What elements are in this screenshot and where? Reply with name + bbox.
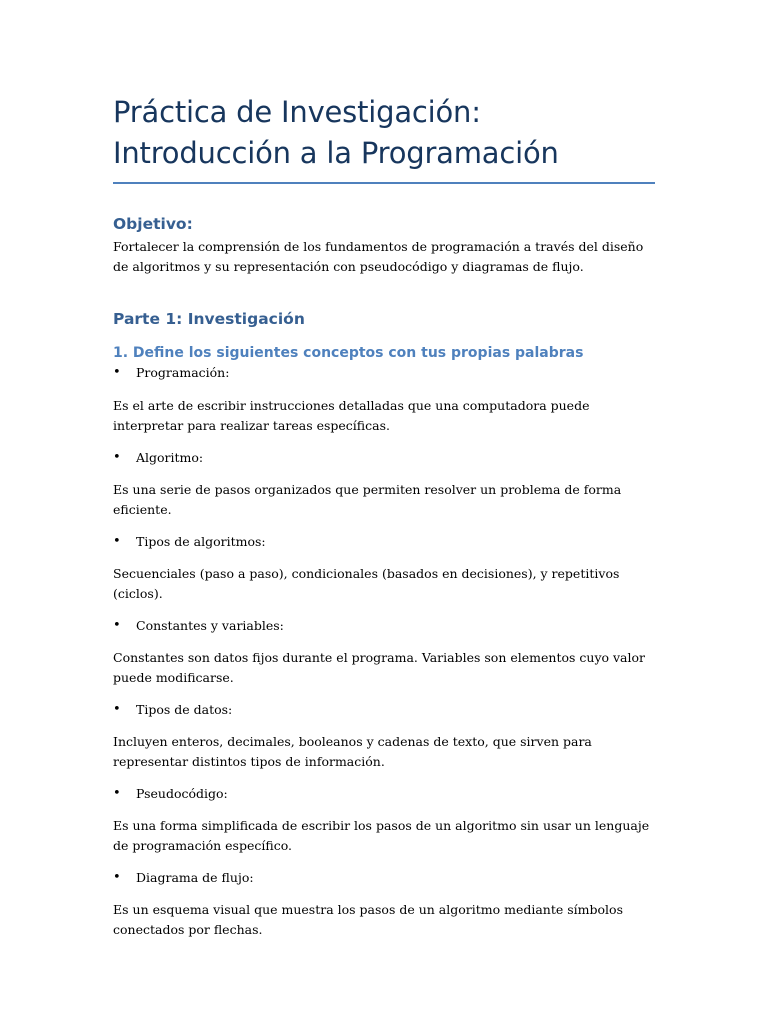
concept-definition: Es una forma simplificada de escribir los pasos de un algoritmo sin usar un lenguaje de programación específico. xyxy=(113,818,650,853)
bullet-icon: • xyxy=(113,702,121,717)
concept-term: Tipos de datos: xyxy=(136,702,233,717)
objective-heading: Objetivo: xyxy=(113,215,193,233)
concept-term: Tipos de algoritmos: xyxy=(136,534,266,549)
concept-bullet xyxy=(113,532,658,552)
concept-definition: Incluyen enteros, decimales, booleanos y cadenas de texto, que sirven para representar distintos tipos de información. xyxy=(113,734,592,769)
concept-bullet xyxy=(113,616,658,636)
concept-bullet xyxy=(113,784,658,804)
concept-term: Pseudocódigo: xyxy=(136,786,228,801)
bullet-icon: • xyxy=(113,450,121,465)
title-underline xyxy=(113,182,655,184)
concept-definition: Es un esquema visual que muestra los pasos de un algoritmo mediante símbolos conectados por flechas. xyxy=(113,902,623,937)
concept-definition: Constantes son datos fijos durante el programa. Variables son elementos cuyo valor puede modificarse. xyxy=(113,650,646,685)
concept-term: Diagrama de flujo: xyxy=(136,870,254,885)
question1-heading: 1. Define los siguientes conceptos con tus propias palabras xyxy=(113,345,584,361)
bullet-icon: • xyxy=(113,365,121,380)
bullet-icon: • xyxy=(113,534,121,549)
bullet-icon: • xyxy=(113,870,121,885)
bullet-icon: • xyxy=(113,786,121,801)
document-title: Práctica de Investigación: Introducción a la Programación xyxy=(113,95,559,170)
bullet-icon: • xyxy=(113,618,121,633)
document-page xyxy=(113,92,658,940)
concept-bullet xyxy=(113,363,658,383)
concept-term: Constantes y variables: xyxy=(136,618,284,633)
concept-term: Programación: xyxy=(136,365,230,380)
concept-bullet xyxy=(113,700,658,720)
concept-definition: Es el arte de escribir instrucciones detalladas que una computadora puede interpretar para realizar tareas específicas. xyxy=(113,398,590,433)
concept-definition: Secuenciales (paso a paso), condicionales (basados en decisiones), y repetitivos (ciclos). xyxy=(113,566,620,601)
concept-bullet xyxy=(113,868,658,888)
concept-term: Algoritmo: xyxy=(136,450,204,465)
concept-definition: Es una serie de pasos organizados que permiten resolver un problema de forma eficiente. xyxy=(113,482,622,517)
objective-text: Fortalecer la comprensión de los fundamentos de programación a través del diseño de algoritmos y su representación con pseudocódigo y diagramas de flujo. xyxy=(113,239,644,274)
part1-heading: Parte 1: Investigación xyxy=(113,310,305,328)
concept-bullet xyxy=(113,448,658,468)
